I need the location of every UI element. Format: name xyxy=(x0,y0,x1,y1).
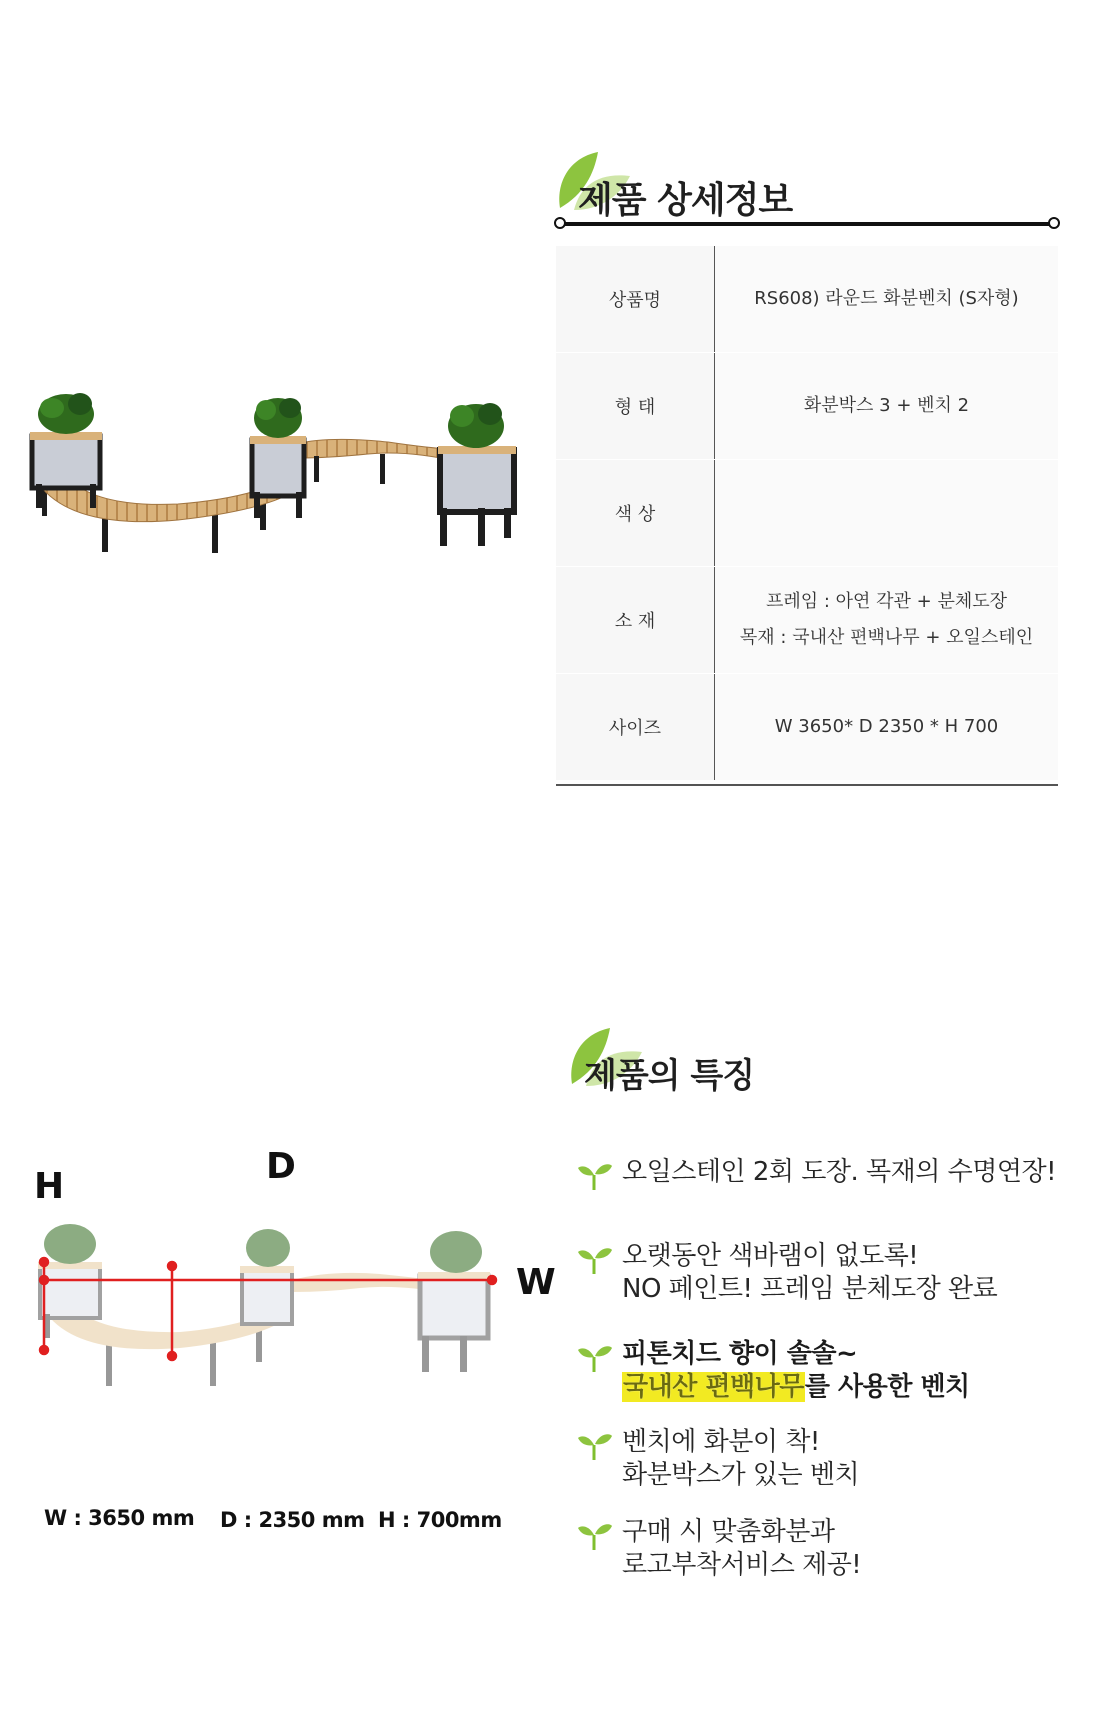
feature-item xyxy=(578,1516,1078,1582)
sprout-icon xyxy=(578,1160,612,1190)
table-row xyxy=(556,460,1058,567)
row-value-product-name xyxy=(715,246,1059,353)
feature-text: 화분박스가 있는 벤치 xyxy=(622,1460,860,1490)
feature-item xyxy=(578,1426,1078,1492)
highlight-text: 국내산 편백나무 xyxy=(623,1372,804,1402)
title-underline xyxy=(560,222,1054,226)
row-value-form xyxy=(715,353,1059,460)
feature-text-rest: 를 사용한 벤치 xyxy=(804,1372,970,1402)
table-row xyxy=(556,246,1058,353)
feature-item xyxy=(578,1240,1078,1306)
row-value-size xyxy=(715,674,1059,781)
row-value-color xyxy=(715,460,1059,567)
value-line: 화분박스 3 + 벤치 2 xyxy=(803,395,970,416)
feature-text: 오랫동안 색바램이 없도록! xyxy=(622,1241,919,1271)
spec-table xyxy=(556,246,1058,781)
dim-letter-h: H xyxy=(34,1166,65,1207)
feature-text: NO 페인트! 프레임 분체도장 완료 xyxy=(622,1274,998,1304)
depth-label: D : 2350 mm xyxy=(220,1508,365,1532)
feature-text: 피톤치드 향이 솔솔~ xyxy=(622,1339,858,1369)
bench-product-image xyxy=(28,380,528,580)
sprout-icon xyxy=(578,1342,612,1372)
value-line: RS608) 라운드 화분벤치 (S자형) xyxy=(754,288,1019,309)
underline-right-dot xyxy=(1048,217,1060,229)
row-label-form: 형 태 xyxy=(556,353,715,460)
row-label-material: 소 재 xyxy=(556,567,715,674)
detail-section-title: 제품 상세정보 xyxy=(578,180,793,221)
table-bottom-border xyxy=(556,784,1058,786)
row-label-size: 사이즈 xyxy=(556,674,715,781)
feature-text-highlighted xyxy=(622,1371,1078,1404)
table-row xyxy=(556,567,1058,674)
table-row xyxy=(556,353,1058,460)
value-line: 프레임 : 아연 각관 + 분체도장 xyxy=(765,591,1008,612)
value-line: W 3650* D 2350 * H 700 xyxy=(774,716,999,737)
sprout-icon xyxy=(578,1244,612,1274)
width-label: W : 3650 mm xyxy=(44,1506,195,1530)
feature-item xyxy=(578,1338,1078,1404)
table-row xyxy=(556,674,1058,781)
feature-text: 벤치에 화분이 착! xyxy=(622,1427,820,1457)
feature-text: 오일스테인 2회 도장. 목재의 수명연장! xyxy=(622,1157,1057,1187)
dim-letter-w: W xyxy=(516,1262,556,1303)
bench-dimension-image xyxy=(30,1210,510,1410)
row-value-material xyxy=(715,567,1059,674)
underline-left-dot xyxy=(554,217,566,229)
sprout-icon xyxy=(578,1520,612,1550)
row-label-product-name: 상품명 xyxy=(556,246,715,353)
sprout-icon xyxy=(578,1430,612,1460)
feature-text: 구매 시 맞춤화분과 xyxy=(622,1517,835,1547)
feature-item xyxy=(578,1156,1078,1189)
row-label-color: 색 상 xyxy=(556,460,715,567)
features-section-title: 제품의 특징 xyxy=(584,1056,755,1096)
feature-text: 로고부착서비스 제공! xyxy=(622,1550,862,1580)
value-line: 목재 : 국내산 편백나무 + 오일스테인 xyxy=(739,627,1034,648)
dim-letter-d: D xyxy=(266,1146,296,1187)
height-label: H : 700mm xyxy=(378,1508,502,1532)
